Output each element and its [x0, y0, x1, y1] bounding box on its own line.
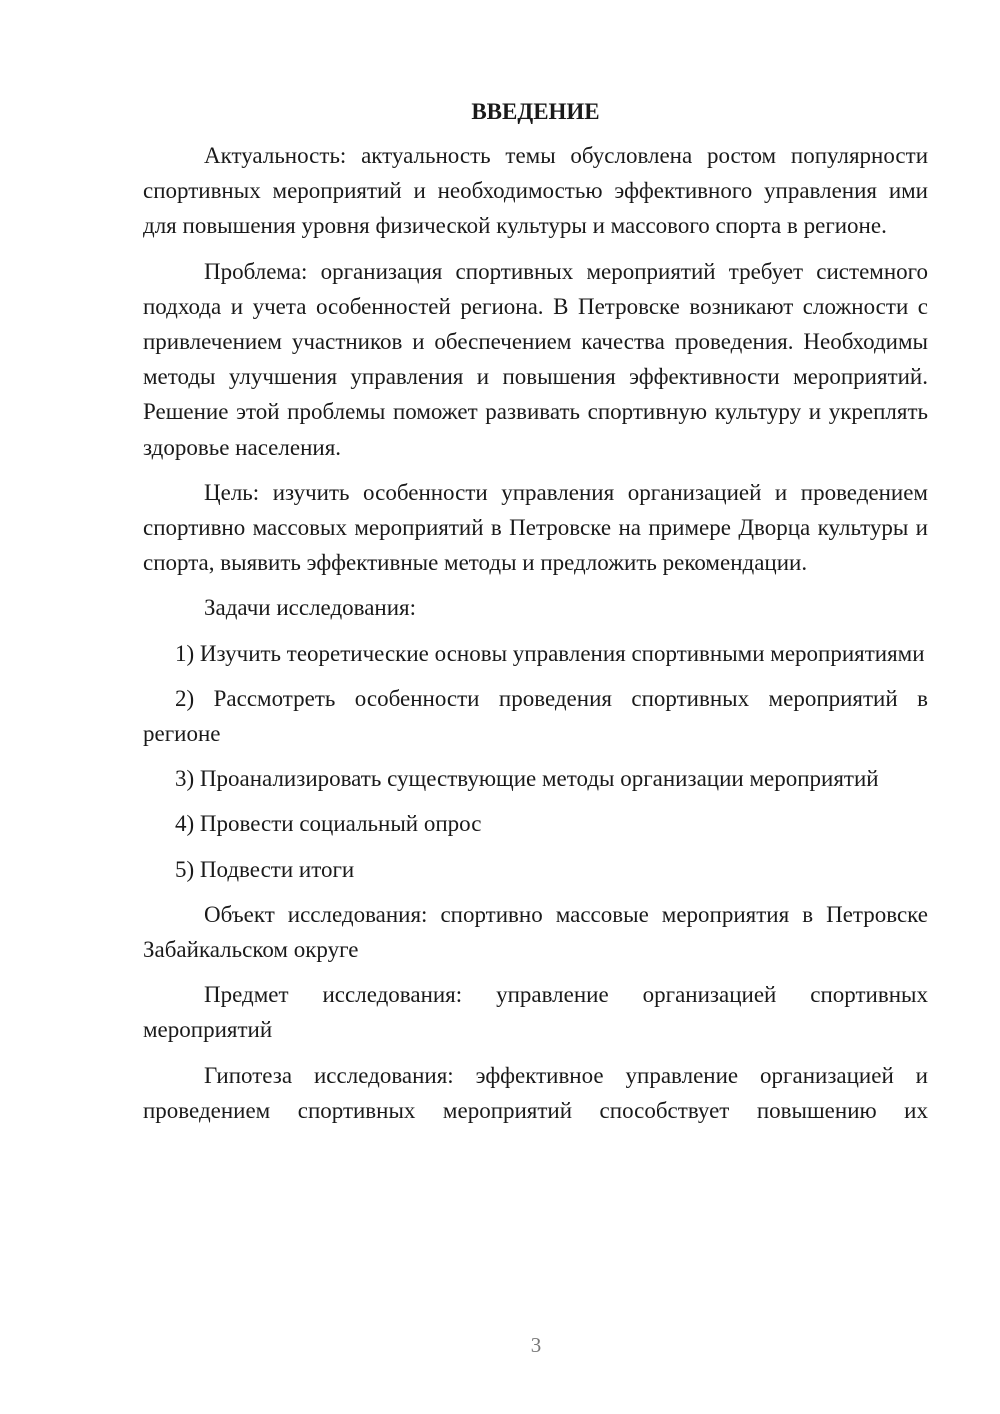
task-item-5: 5) Подвести итоги [175, 856, 355, 882]
tasks-list [143, 636, 928, 887]
task-item-4: 4) Провести социальный опрос [175, 811, 482, 837]
section-title: ВВЕДЕНИЕ [471, 99, 600, 124]
goal-paragraph: Цель: изучить особенности управления организацией и проведением спортивно массовых мероприятий в Петровске на примере Дворца культуры и спорта, выявить эффективные методы и предложить рекомендации. [143, 479, 928, 576]
relevance-paragraph: Актуальность: актуальность темы обусловлена ростом популярности спортивных мероприятий и необходимостью эффективного управления ими для повышения уровня физической культуры и массового спорта в регионе. [143, 143, 928, 239]
hypothesis-paragraph: Гипотеза исследования: эффективное управление организацией и проведением спортивных мероприятий способствует повышению их [143, 1062, 928, 1123]
task-item-2: 2) Рассмотреть особенности проведения спортивных мероприятий в регионе [143, 685, 928, 747]
object-paragraph: Объект исследования: спортивно массовые мероприятия в Петровске Забайкальском округе [143, 901, 928, 963]
document-page [143, 94, 928, 1138]
subject-paragraph: Предмет исследования: управление организацией спортивных мероприятий [143, 982, 928, 1043]
tasks-heading: Задачи исследования: [204, 595, 417, 621]
problem-paragraph: Проблема: организация спортивных мероприятий требует системного подхода и учета особенностей региона. В Петровске возникают сложности с привлечением участников и обеспечением качества проведения. Необходимы методы улучшения управления и повышения эффективности мероприятий. Решение этой проблемы поможет развивать спортивную культуру и укреплять здоровье населения. [143, 258, 928, 460]
page-number: 3 [530, 1333, 542, 1357]
task-item-1: 1) Изучить теоретические основы управления спортивными мероприятиями [175, 640, 925, 666]
task-item-3: 3) Проанализировать существующие методы организации мероприятий [175, 766, 879, 792]
